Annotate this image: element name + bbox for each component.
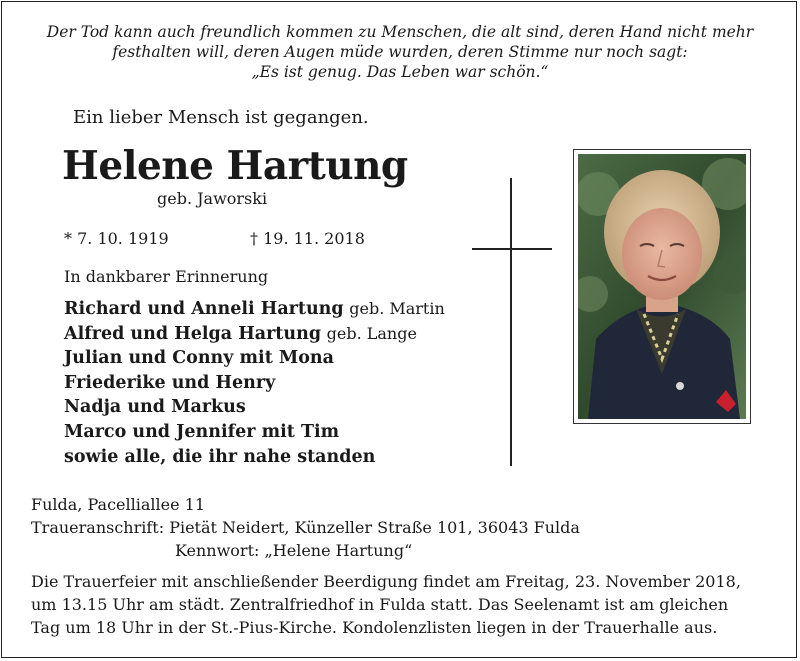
residence-address: Fulda, Pacelliallee 11 (31, 495, 205, 514)
cross-horizontal-bar (472, 248, 552, 250)
deceased-name: Helene Hartung (62, 143, 408, 189)
address-block (31, 493, 580, 562)
family-list (64, 297, 445, 469)
poem-line: Der Tod kann auch freundlich kommen zu Menschen, die alt sind, deren Hand nicht mehr (46, 23, 754, 41)
ceremony-line: Tag um 18 Uhr in der St.-Pius-Kirche. Kondolenzlisten liegen in der Trauerhalle aus. (31, 618, 718, 637)
poem-line: festhalten will, deren Augen müde wurden, deren Stimme nur noch sagt: (112, 43, 688, 61)
family-member: Richard und Anneli Hartung geb. Martin (64, 299, 445, 319)
poem (20, 22, 780, 82)
cross-vertical-bar (510, 178, 512, 466)
mourning-address: Traueranschrift: Pietät Neidert, Künzeller Straße 101, 36043 Fulda (31, 518, 580, 537)
family-member: sowie alle, die ihr nahe standen (64, 446, 376, 467)
memory-line: In dankbarer Erinnerung (64, 267, 269, 286)
ceremony-line: um 13.15 Uhr am städt. Zentralfriedhof in Fulda statt. Das Seelenamt ist am gleichen (31, 595, 729, 614)
family-member: Alfred und Helga Hartung geb. Lange (64, 323, 417, 344)
birth-name: geb. Jaworski (157, 189, 268, 208)
death-date: † 19. 11. 2018 (250, 229, 365, 248)
portrait-photo (573, 149, 751, 424)
ceremony-line: Die Trauerfeier mit anschließender Beerdigung findet am Freitag, 23. November 2018, (31, 572, 741, 591)
keyword-line: Kennwort: „Helene Hartung“ (175, 541, 413, 560)
ceremony-info (31, 570, 741, 639)
portrait-image (578, 154, 746, 419)
family-member: Marco und Jennifer mit Tim (64, 421, 340, 442)
family-member: Julian und Conny mit Mona (64, 348, 334, 369)
family-member: Nadja und Markus (64, 397, 246, 418)
poem-line: „Es ist genug. Das Leben war schön.“ (251, 63, 549, 81)
intro-text: Ein lieber Mensch ist gegangen. (73, 107, 369, 128)
family-member: Friederike und Henry (64, 372, 276, 393)
birth-date: * 7. 10. 1919 (64, 229, 169, 248)
life-dates (64, 229, 365, 248)
